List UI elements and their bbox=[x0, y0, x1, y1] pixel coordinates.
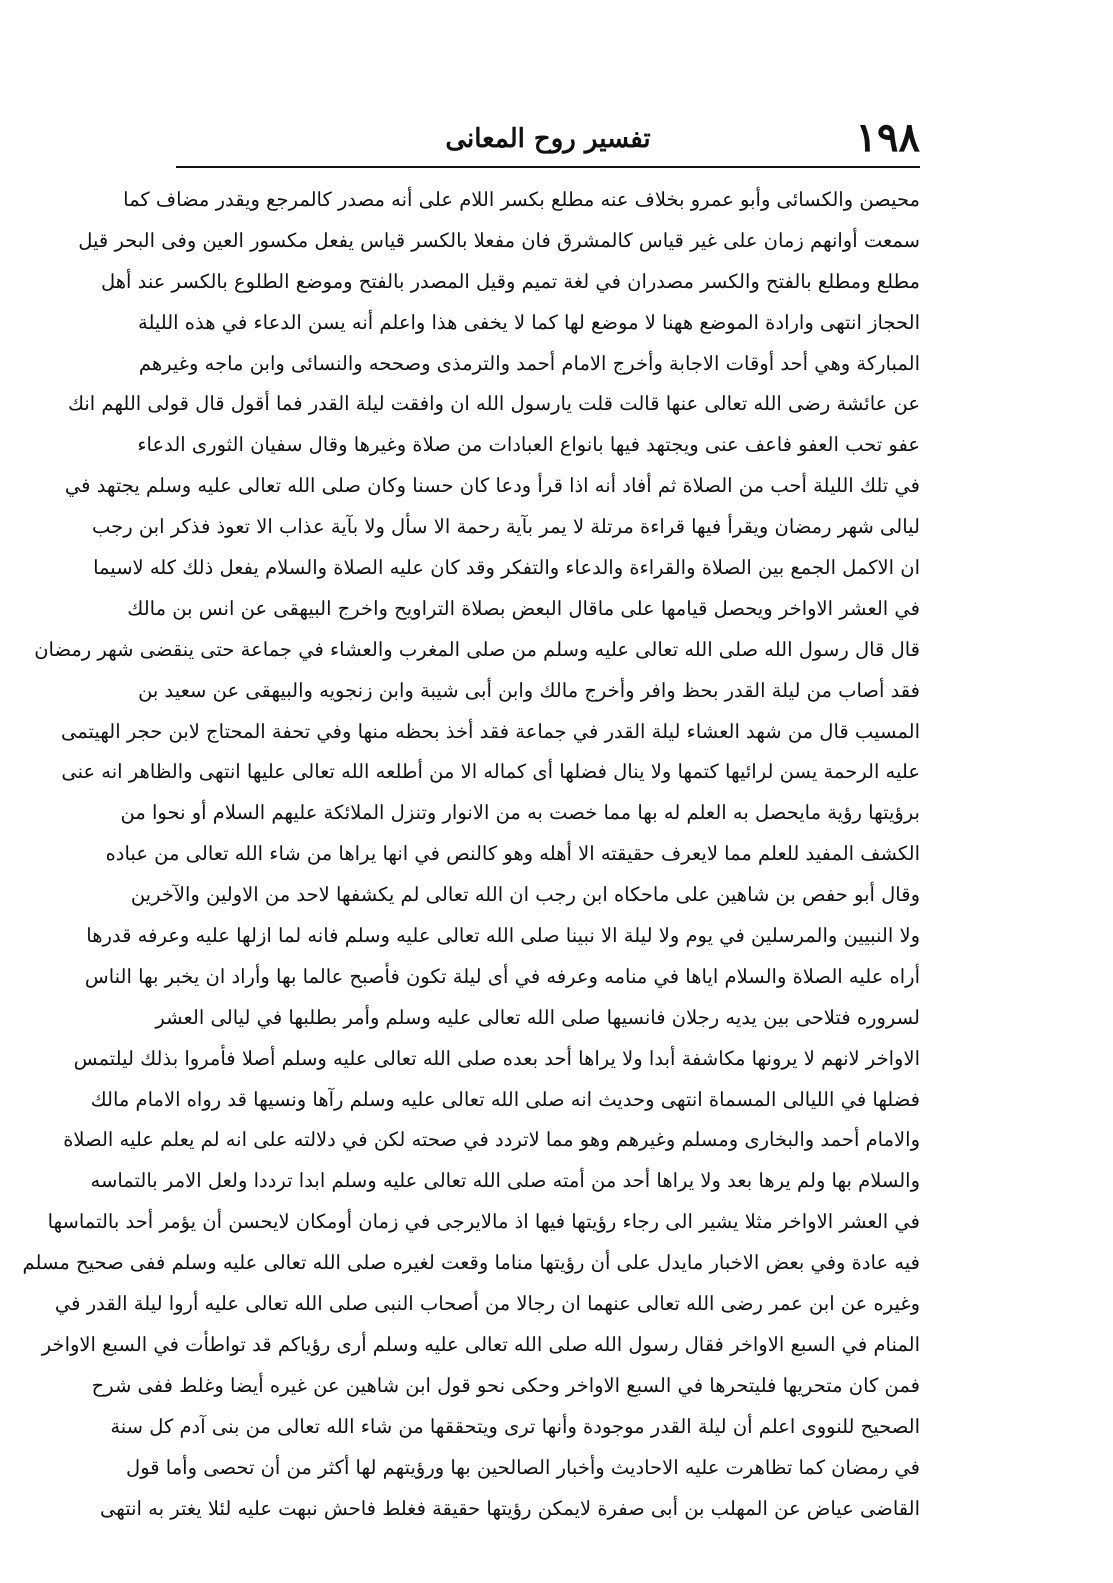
running-title: تفسير روح المعانى bbox=[445, 124, 651, 154]
header-rule bbox=[176, 166, 920, 168]
text-line: فيه عادة وفي بعض الاخبار مايدل على أن رؤيتها مناما وقعت لغيره صلى الله تعالى عليه وسلم ففى صحيح مسلم bbox=[22, 1251, 920, 1275]
text-line: في العشر الاواخر مثلا يشير الى رجاء رؤيتها فيها اذ مالايرجى في زمان أومكان لايحسن أن يؤمر أحد بالتماسها bbox=[47, 1210, 920, 1234]
text-line: برؤيتها رؤية مايحصل به العلم له بها مما خصت به من الانوار وتنزل الملائكة عليهم السلام أو نحوا من bbox=[120, 801, 920, 825]
text-line: المباركة وهي أحد أوقات الاجابة وأخرج الامام أحمد والترمذى وصححه والنسائى وابن ماجه وغيرهم bbox=[138, 351, 920, 375]
text-line: الكشف المفيد للعلم مما لايعرف حقيقته الا أهله وهو كالنص في انها يراها من شاء الله تعالى من عباده bbox=[105, 842, 920, 866]
text-line: عليه الرحمة يسن لرائيها كتمها ولا ينال فضلها أى كماله الا من أطلعه الله تعالى عليها انتهى والظاهر انه عنى bbox=[61, 760, 920, 784]
text-line: الاواخر لانهم لا يرونها مكاشفة أبدا ولا يراها أحد بعده صلى الله تعالى عليه وسلم أصلا فأمروا بذلك ليلتمس bbox=[73, 1046, 920, 1070]
text-line: قال قال رسول الله صلى الله تعالى عليه وسلم من صلى المغرب والعشاء في جماعة حتى ينقضى شهر رمضان bbox=[34, 637, 920, 661]
text-line: والسلام بها ولم يرها بعد ولا يراها أحد من أمته صلى الله تعالى عليه وسلم ابدا ترددا ولعل الامر بالتماسه bbox=[90, 1169, 920, 1193]
text-line: عفو تحب العفو فاعف عنى ويجتهد فيها بانواع العبادات من صلاة وغيرها وقال سفيان الثورى الدعاء bbox=[137, 433, 920, 457]
text-line: الصحيح للنووى اعلم أن ليلة القدر موجودة وأنها ترى ويتحققها من شاء الله تعالى من بنى آدم كل سنة bbox=[110, 1414, 920, 1438]
text-line: المنام في السبع الاواخر فقال رسول الله صلى الله تعالى عليه وسلم أرى رؤياكم قد تواطأت في السبع الاواخر bbox=[41, 1332, 920, 1356]
text-line: الحجاز انتهى وارادة الموضع ههنا لا موضع لها كما لا يخفى هذا واعلم أنه يسن الدعاء في هذه الليلة bbox=[137, 310, 920, 334]
text-line: أراه عليه الصلاة والسلام اياها في منامه وعرفه في أى ليلة تكون فأصبح عالما بها وأراد ان يخبر بها الناس bbox=[84, 964, 920, 988]
text-line: فضلها في الليالى المسماة انتهى وحديث انه صلى الله تعالى عليه وسلم رآها ونسيها قد رواه الامام مالك bbox=[90, 1087, 920, 1111]
text-line: سمعت أوانهم زمان على غير قياس كالمشرق فان مفعلا بالكسر قياس يفعل مكسور العين وفى البحر قيل bbox=[78, 228, 920, 252]
text-line: لسروره فتلاحى بين يديه رجلان فانسيها صلى الله تعالى عليه وسلم وأمر بطلبها في ليالى العشر bbox=[155, 1005, 920, 1029]
text-line: وغيره عن ابن عمر رضى الله تعالى عنهما ان رجالا من أصحاب النبى صلى الله تعالى عليه أروا ليلة القدر في bbox=[54, 1292, 920, 1316]
text-line: في تلك الليلة أحب من الصلاة ثم أفاد أنه اذا قرأ ودعا كان حسنا وكان صلى الله تعالى عليه وسلم يجتهد في bbox=[64, 474, 920, 498]
text-line: ان الاكمل الجمع بين الصلاة والقراءة والدعاء والتفكر وقد كان عليه الصلاة والسلام يفعل ذلك كله لاسيما bbox=[93, 556, 920, 580]
text-line: ليالى شهر رمضان ويقرأ فيها قراءة مرتلة لا يمر بآية رحمة الا سأل ولا بآية عذاب الا تعوذ فذكر ابن رجب bbox=[92, 515, 920, 539]
page-header bbox=[176, 112, 920, 162]
page-number: ١٩٨ bbox=[855, 114, 920, 161]
text-line: فمن كان متحريها فليتحرها في السبع الاواخر وحكى نحو قول ابن شاهين عن غيره أيضا وغلط ففى شرح bbox=[91, 1373, 920, 1397]
body-text bbox=[22, 180, 920, 1529]
text-line: محيصن والكسائى وأبو عمرو بخلاف عنه مطلع بكسر اللام على أنه مصدر كالمرجع ويقدر مضاف كما bbox=[123, 188, 920, 211]
text-line: ولا النبيين والمرسلين في يوم ولا ليلة الا نبينا صلى الله تعالى عليه وسلم فانه لما ازلها عليه وعرفه قدرها bbox=[86, 924, 920, 948]
text-line: والامام أحمد والبخارى ومسلم وغيرهم وهو مما لاتردد في صحته لكن في دلالته على انه لم يعلم عليه الصلاة bbox=[63, 1128, 920, 1152]
text-line: المسيب قال من شهد العشاء ليلة القدر في جماعة فقد أخذ بحظه منها وفي تحفة المحتاج لابن حجر الهيتمى bbox=[61, 719, 920, 743]
text-line: عن عائشة رضى الله تعالى عنها قالت قلت يارسول الله ان وافقت ليلة القدر فما أقول قال قولى اللهم انك bbox=[67, 392, 920, 416]
text-line: في العشر الاواخر ويحصل قيامها على ماقال البعض بصلاة التراويح واخرج البيهقى عن انس بن مالك bbox=[127, 596, 920, 620]
text-line: وقال أبو حفص بن شاهين على ماحكاه ابن رجب ان الله تعالى لم يكشفها لاحد من الاولين والآخرين bbox=[130, 883, 920, 907]
text-line: مطلع ومطلع بالفتح والكسر مصدران في لغة تميم وقيل المصدر بالفتح وموضع الطلوع بالكسر عند أهل bbox=[100, 269, 920, 293]
text-line: فقد أصاب من ليلة القدر بحظ وافر وأخرج مالك وابن أبى شيبة وابن زنجويه والبيهقى عن سعيد بن bbox=[138, 678, 920, 702]
text-line: القاضى عياض عن المهلب بن أبى صفرة لايمكن رؤيتها حقيقة فغلط فاحش نبهت عليه لئلا يغتر به انتهى bbox=[99, 1496, 920, 1520]
text-line: في رمضان كما تظاهرت عليه الاحاديث وأخبار الصالحين بها ورؤيتهم لها أكثر من أن تحصى وأما قول bbox=[126, 1455, 920, 1479]
